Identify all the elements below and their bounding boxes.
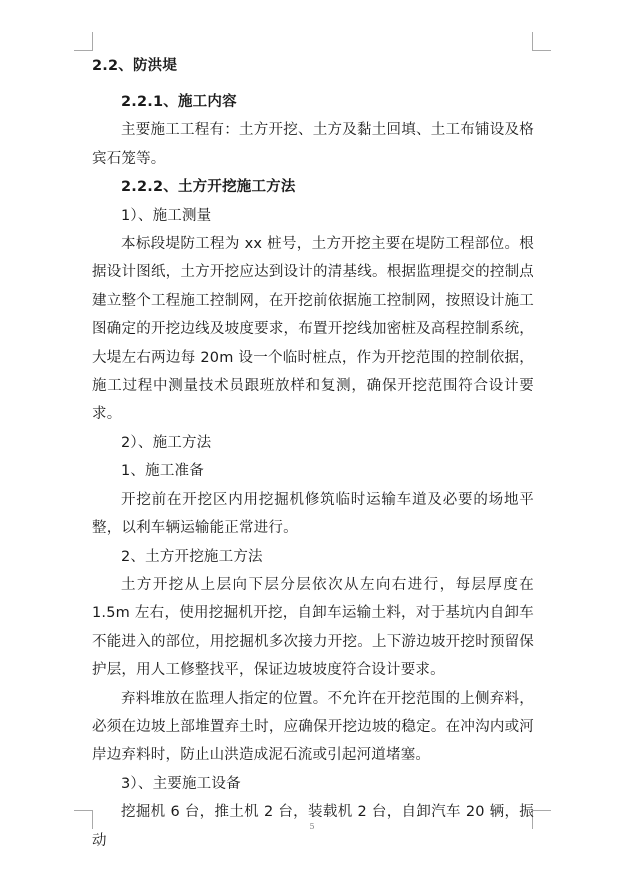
paragraph-preparation: 开挖前在开挖区内用挖掘机修筑临时运输车道及必要的场地平整，以利车辆运输能正常进行。 xyxy=(92,491,534,537)
crop-mark-top-left xyxy=(74,32,93,51)
item-title-equipment: 3）、主要施工设备 xyxy=(121,775,241,792)
page-number: 5 xyxy=(309,822,315,831)
subsection-heading-content: 2.2.1、施工内容 xyxy=(121,94,237,110)
document-body xyxy=(92,52,534,855)
item-title-survey: 1）、施工测量 xyxy=(121,207,212,224)
paragraph-equipment: 挖掘机 6 台，推土机 2 台，装载机 2 台，自卸汽车 20 辆，振动 xyxy=(92,804,534,849)
item-title-preparation: 1、施工准备 xyxy=(121,463,204,480)
crop-mark-top-right xyxy=(532,32,551,51)
item-title-excavation: 2、土方开挖施工方法 xyxy=(121,548,263,565)
paragraph-survey: 本标段堤防工程为 xx 桩号，土方开挖主要在堤防工程部位。根据设计图纸，土方开挖应达到设计的清基线。根据监理提交的控制点建立整个工程施工控制网，在开挖前依据施工控制网，按照设计施工图确定的开挖边线及坡度要求，布置开挖线加密桩及高程控制系统，大堤左右两边每 20m 设一个临时桩点，作为开挖范围的控制依据，施工过程中测量技术员跟班放样和复测，确保开挖范围符合设计要求。 xyxy=(92,236,534,423)
subsection-heading-method: 2.2.2、土方开挖施工方法 xyxy=(121,179,296,196)
paragraph-excavation: 土方开挖从上层向下层分层依次从左向右进行，每层厚度在 1.5m 左右，使用挖掘机开挖，自卸车运输土料，对于基坑内自卸车不能进入的部位，用挖掘机多次接力开挖。上下游边坡开挖时预留保护层，用人工修整找平，保证边坡坡度符合设计要求。 xyxy=(92,576,534,679)
paragraph-content: 主要施工工程有：土方开挖、土方及黏土回填、土工布铺设及格宾石笼等。 xyxy=(92,122,534,167)
section-heading: 2.2、防洪堤 xyxy=(92,58,178,74)
item-title-method: 2）、施工方法 xyxy=(121,434,212,451)
paragraph-spoil: 弃料堆放在监理人指定的位置。不允许在开挖范围的上侧弃料，必须在边坡上部堆置弃土时，应确保开挖边坡的稳定。在冲沟内或河岸边弃料时，防止山洪造成泥石流或引起河道堵塞。 xyxy=(92,690,534,764)
